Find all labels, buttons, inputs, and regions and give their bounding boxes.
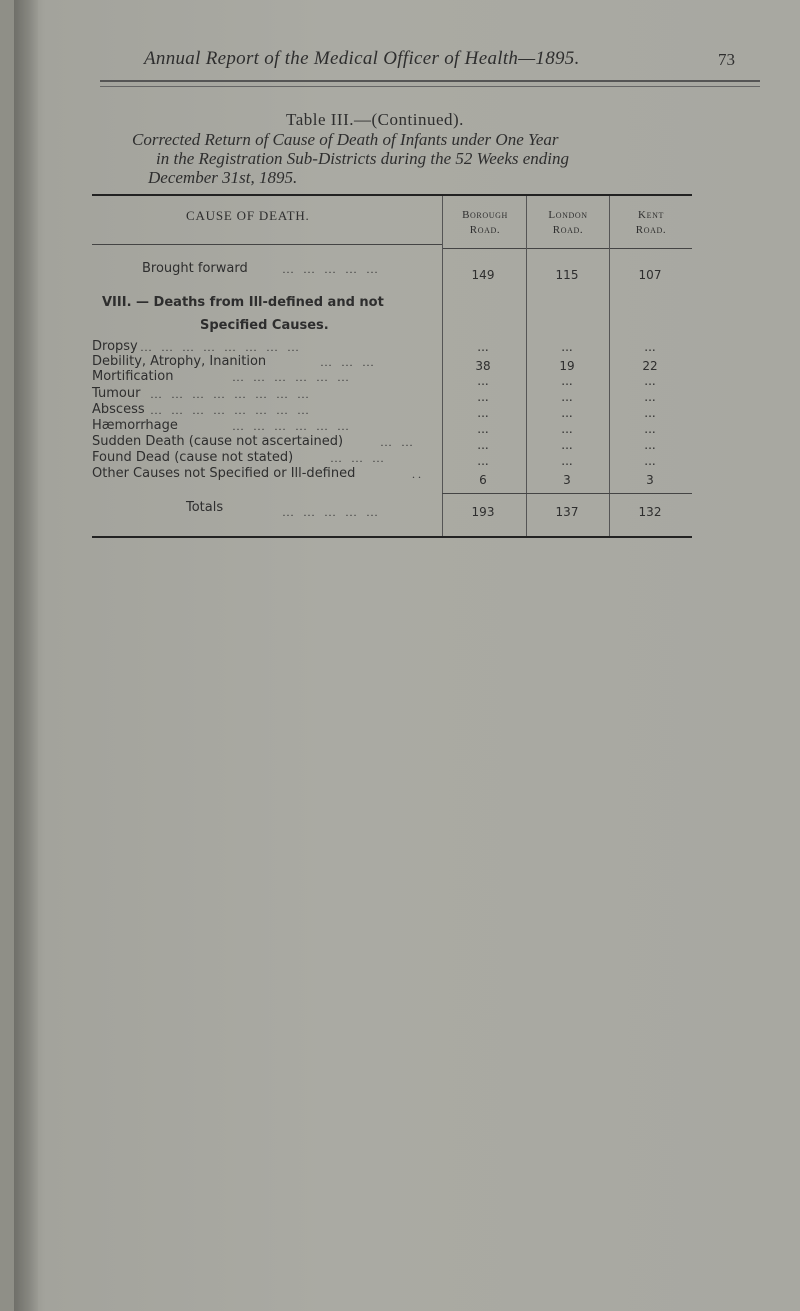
row-label: Hæmorrhage (92, 418, 178, 433)
document-page (14, 0, 800, 1311)
leader-dots: … … … … … … … … (140, 340, 302, 354)
col1-line1: Borough (462, 209, 508, 221)
leader-dots: … … … (320, 355, 377, 369)
row-label: Abscess (92, 402, 145, 417)
leader-dots: … … … … … … … … (150, 387, 312, 401)
header-rule-thin (100, 86, 760, 87)
cell-london: ... (561, 454, 573, 468)
cell-borough: ... (477, 390, 489, 404)
cell-borough: ... (477, 422, 489, 436)
section-heading-line-1: VIII. — Deaths from Ill-defined and not (102, 295, 384, 310)
caption-line-2: in the Registration Sub-Districts during the 52 Weeks ending (156, 149, 569, 168)
cell-borough: 38 (475, 359, 491, 373)
row-label-brought-forward: Brought forward (142, 261, 248, 276)
caption-line-1: Corrected Return of Cause of Death of Infants under One Year (132, 130, 559, 149)
row-label: Other Causes not Specified or Ill-defined (92, 466, 356, 481)
section-heading-line-2: Specified Causes. (200, 318, 329, 333)
cell-kent: 22 (642, 359, 658, 373)
header-bottom-rule (92, 244, 442, 245)
cell-london: ... (561, 390, 573, 404)
cell-borough: ... (477, 454, 489, 468)
cell-london: ... (561, 406, 573, 420)
cause-of-death-header (186, 208, 436, 224)
page-number: 73 (718, 50, 735, 69)
cell-kent: 132 (638, 505, 662, 519)
column-header-london-road (527, 208, 609, 238)
cell-kent: ... (644, 454, 656, 468)
column-header-borough-road (444, 208, 526, 238)
header-bottom-rule-cols (442, 248, 692, 249)
cell-kent: ... (644, 374, 656, 388)
cell-london: 3 (563, 473, 571, 487)
cell-kent: 3 (646, 473, 654, 487)
cell-borough: ... (477, 374, 489, 388)
column-header-kent-road (610, 208, 692, 238)
cell-kent: 107 (638, 268, 662, 282)
row-label: Mortification (92, 369, 174, 384)
row-label: Found Dead (cause not stated) (92, 450, 294, 465)
col3-line1: Kent (638, 209, 664, 221)
leader-dots: … … … … … … … … (150, 403, 312, 417)
running-title: Annual Report of the Medical Officer of Health—1895. (144, 48, 580, 69)
cell-london: ... (561, 438, 573, 452)
cell-borough: ... (477, 340, 489, 354)
caption-line-3: December 31st, 1895. (148, 168, 298, 187)
cell-borough: ... (477, 406, 489, 420)
cell-london: ... (561, 340, 573, 354)
row-label: Dropsy (92, 339, 138, 354)
row-label: Tumour (92, 386, 141, 401)
leader-dots: … … … (330, 451, 387, 465)
table-top-rule (92, 194, 692, 196)
table-label: Table III.—(Continued). (286, 110, 464, 129)
cell-kent: ... (644, 340, 656, 354)
cell-kent: ... (644, 406, 656, 420)
cell-london: ... (561, 374, 573, 388)
table-caption (132, 130, 692, 187)
book-binding-edge (14, 0, 38, 1311)
cell-borough: 6 (479, 473, 487, 487)
cell-borough: ... (477, 438, 489, 452)
col1-line2: Road. (469, 224, 501, 236)
row-label: Sudden Death (cause not ascertained) (92, 434, 344, 449)
leader-dots: … … … … … (282, 505, 381, 519)
leader-dots: .. (412, 467, 424, 481)
leader-dots: … … … … … … (232, 419, 352, 433)
cell-kent: ... (644, 390, 656, 404)
row-label-totals: Totals (186, 500, 224, 515)
cell-borough: 193 (471, 505, 495, 519)
table-bottom-rule (92, 536, 692, 538)
totals-top-rule (442, 493, 692, 494)
col2-line1: London (548, 209, 588, 221)
header-rule (100, 80, 760, 82)
col2-line2: Road. (552, 224, 584, 236)
leader-dots: … … (380, 435, 416, 449)
cell-london: ... (561, 422, 573, 436)
leader-dots: … … … … … … (232, 370, 352, 384)
cell-london: 115 (555, 268, 579, 282)
col3-line2: Road. (635, 224, 667, 236)
cell-kent: ... (644, 438, 656, 452)
cause-header-text: CAUSE OF DEATH. (186, 208, 310, 223)
row-label: Debility, Atrophy, Inanition (92, 354, 267, 369)
cell-borough: 149 (471, 268, 495, 282)
leader-dots: … … … … … (282, 262, 381, 276)
cell-london: 137 (555, 505, 579, 519)
cell-kent: ... (644, 422, 656, 436)
cell-london: 19 (559, 359, 575, 373)
